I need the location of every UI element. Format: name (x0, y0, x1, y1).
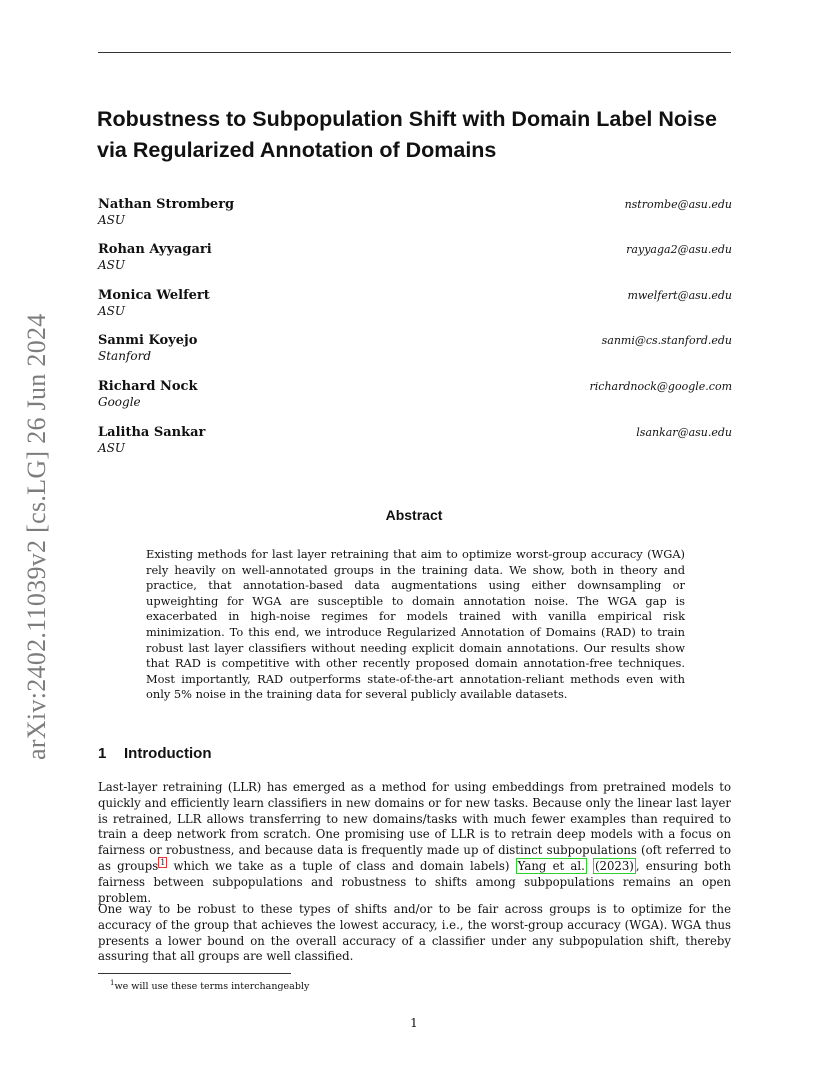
paragraph-text: , ensuring both fairness between subpopulations and robustness to shifts among subpopulations remains an open problem. (98, 858, 731, 905)
author-email[interactable]: sanmi@cs.stanford.edu (601, 334, 732, 347)
citation-year-link[interactable]: (2023) (594, 858, 634, 873)
footnote-mark: 1 (110, 979, 115, 987)
section-title: Introduction (124, 745, 212, 762)
author-affiliation: ASU (98, 304, 125, 318)
page-number: 1 (410, 1016, 418, 1030)
author-block (98, 197, 732, 229)
author-affiliation: ASU (98, 441, 125, 455)
paper-title: Robustness to Subpopulation Shift with Domain Label Noise via Regularized Annotation of Domains (97, 107, 717, 162)
intro-paragraph-1 (98, 780, 731, 906)
author-affiliation: Stanford (98, 349, 152, 363)
arxiv-identifier[interactable]: arXiv:2402.11039v2 [cs.LG] 26 Jun 2024 (22, 313, 51, 760)
author-name: Lalitha Sankar (98, 425, 206, 440)
footnote-text: we will use these terms interchangeably (114, 981, 310, 993)
author-email[interactable]: richardnock@google.com (589, 380, 732, 393)
footnote (110, 977, 309, 993)
citation-link[interactable]: Yang et al. (517, 858, 585, 873)
author-block (98, 333, 732, 365)
paragraph-text: which we take as a tuple of class and domain labels) (167, 858, 516, 873)
author-name: Richard Nock (98, 379, 198, 394)
abstract-text: Existing methods for last layer retraining that aim to optimize worst-group accuracy (WGA) rely heavily on well-annotated groups in the training data. We show, both in theory and practice, that annotation-based data augmentations using either downsampling or upweighting for WGA are susceptible to domain annotation noise. The WGA gap is exacerbated in high-noise regimes for models trained with vanilla empirical risk minimization. To this end, we introduce Regularized Annotation of Domains (RAD) to train robust last layer classifiers without needing explicit domain annotations. Our results show that RAD is competitive with other recently proposed domain annotation-free techniques. Most importantly, RAD outperforms state-of-the-art annotation-reliant methods even with only 5% noise in the training data for several publicly available datasets. (146, 547, 685, 702)
author-name: Monica Welfert (98, 288, 210, 303)
author-email[interactable]: mwelfert@asu.edu (627, 289, 732, 302)
author-name: Nathan Stromberg (98, 197, 235, 212)
footnote-link[interactable]: 1 (160, 858, 166, 868)
author-email[interactable]: nstrombe@asu.edu (624, 198, 732, 211)
author-name: Sanmi Koyejo (98, 333, 198, 348)
author-email[interactable]: lsankar@asu.edu (636, 426, 732, 439)
author-affiliation: ASU (98, 213, 125, 227)
intro-paragraph-2: One way to be robust to these types of shifts and/or to be fair across groups is to optimize for the accuracy of the group that achieves the lowest accuracy, i.e., the worst-group accuracy (WGA). WGA thus presents a lower bound on the overall accuracy of a classifier under any subpopulation shift, thereby assuring that all groups are well classified. (98, 902, 731, 964)
author-email[interactable]: rayyaga2@asu.edu (626, 243, 732, 256)
author-block (98, 242, 732, 274)
top-rule (98, 52, 731, 53)
author-affiliation: Google (98, 395, 141, 409)
author-affiliation: ASU (98, 258, 125, 272)
section-number: 1 (98, 745, 107, 762)
section-heading (98, 744, 211, 763)
author-name: Rohan Ayyagari (98, 242, 212, 257)
author-block (98, 288, 732, 320)
footnote-rule (98, 973, 291, 974)
abstract-heading: Abstract (385, 507, 443, 523)
paragraph-text: Last-layer retraining (LLR) has emerged as a method for using embeddings from pretrained models to quickly and efficiently learn classifiers in new domains or for new tasks. Because only the linear last layer is retrained, LLR allows transferring to new domains/tasks with much fewer examples than required to train a deep network from scratch. One promising use of LLR is to retrain deep models with a focus on fairness or robustness, and because data is frequently made up of distinct subpopulations (oft referred to as groups (98, 780, 731, 873)
author-block (98, 425, 732, 457)
author-block (98, 379, 732, 411)
